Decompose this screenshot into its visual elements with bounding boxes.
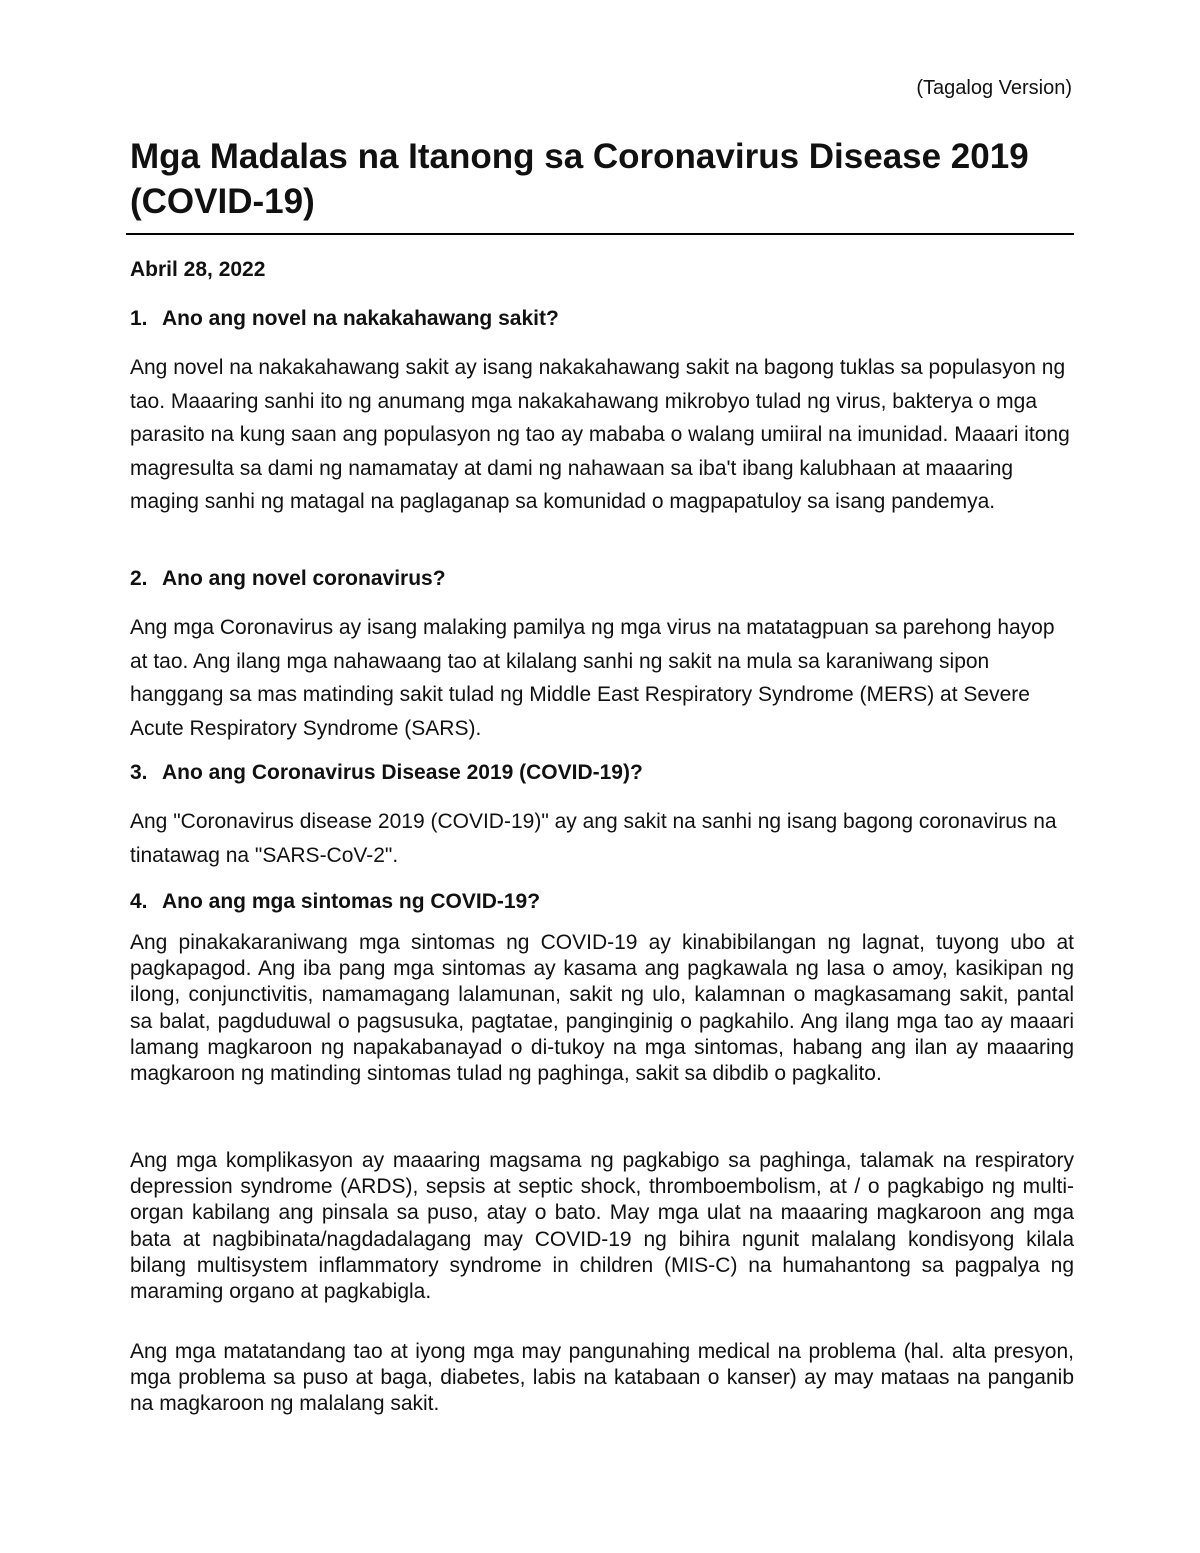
question-4 bbox=[130, 888, 540, 916]
question-number: 4. bbox=[130, 890, 148, 913]
title-divider bbox=[126, 233, 1074, 235]
question-number: 3. bbox=[130, 761, 148, 784]
question-text: Ano ang Coronavirus Disease 2019 (COVID-19)? bbox=[162, 761, 643, 784]
answer-2: Ang mga Coronavirus ay isang malaking pamilya ng mga virus na matatagpuan sa parehong hayop at tao. Ang ilang mga nahawaang tao at kilalang sanhi ng sakit na mula sa karaniwang sipon hanggang sa mas matinding sakit tulad ng Middle East Respiratory Syndrome (MERS) at Severe Acute Respiratory Syndrome (SARS). bbox=[130, 616, 1055, 740]
answer-4-risk-groups: Ang mga matatandang tao at iyong mga may pangunahing medical na problema (hal. alta presyon, mga problema sa puso at baga, diabetes, labis na katabaan o kanser) ay may mataas na panganib na magkaroon ng malalang sakit. bbox=[130, 1340, 1074, 1416]
answer-4-symptoms: Ang pinakakaraniwang mga sintomas ng COVID-19 ay kinabibilangan ng lagnat, tuyong ubo at pagkapagod. Ang iba pang mga sintomas ay kasama ang pagkawala ng lasa o amoy, kasikipan ng ilong, conjunctivitis, namamagang lalamunan, sakit ng ulo, kalamnan o magkasamang sakit, pantal sa balat, pagduduwal o pagsusuka, pagtatae, panginginig o pagkahilo. Ang ilang mga tao ay maaari lamang magkaroon ng napakabanayad o di-tukoy na mga sintomas, habang ang ilan ay maaaring magkaroon ng matinding sintomas tulad ng paghinga, sakit sa dibdib o pagkalito. bbox=[130, 931, 1074, 1086]
question-2 bbox=[130, 565, 446, 593]
question-text: Ano ang novel coronavirus? bbox=[162, 567, 446, 590]
answer-1: Ang novel na nakakahawang sakit ay isang nakakahawang sakit na bagong tuklas sa populasyon ng tao. Maaaring sanhi ito ng anumang mga nakakahawang mikrobyo tulad ng virus, bakterya o mga parasito na kung saan ang populasyon ng tao ay mababa o walang umiiral na imunidad. Maaari itong magresulta sa dami ng namamatay at dami ng nahawaan sa iba't ibang kalubhaan at maaaring maging sanhi ng matagal na paglaganap sa komunidad o magpapatuloy sa isang pandemya. bbox=[130, 356, 1070, 514]
page-title: Mga Madalas na Itanong sa Coronavirus Disease 2019 (COVID-19) bbox=[130, 137, 1029, 221]
document-date: Abril 28, 2022 bbox=[130, 258, 266, 281]
question-text: Ano ang novel na nakakahawang sakit? bbox=[162, 307, 559, 330]
question-text: Ano ang mga sintomas ng COVID-19? bbox=[162, 890, 541, 913]
version-label: (Tagalog Version) bbox=[916, 77, 1072, 99]
question-3 bbox=[130, 759, 643, 787]
question-number: 2. bbox=[130, 567, 148, 590]
question-1 bbox=[130, 305, 559, 333]
question-number: 1. bbox=[130, 307, 148, 330]
answer-4-complications: Ang mga komplikasyon ay maaaring magsama ng pagkabigo sa paghinga, talamak na respiratory depression syndrome (ARDS), sepsis at septic shock, thromboembolism, at / o pagkabigo ng multi-organ kabilang ang pinsala sa puso, atay o bato. May mga ulat na maaaring magkaroon ang mga bata at nagbibinata/nagdadalagang may COVID-19 ng bihira ngunit malalang kondisyong kilala bilang multisystem inflammatory syndrome in children (MIS-C) na humahantong sa pagpalya ng maraming organo at pagkabigla. bbox=[130, 1149, 1074, 1304]
answer-3: Ang "Coronavirus disease 2019 (COVID-19)" ay ang sakit na sanhi ng isang bagong coronavirus na tinatawag na "SARS-CoV-2". bbox=[130, 810, 1057, 867]
